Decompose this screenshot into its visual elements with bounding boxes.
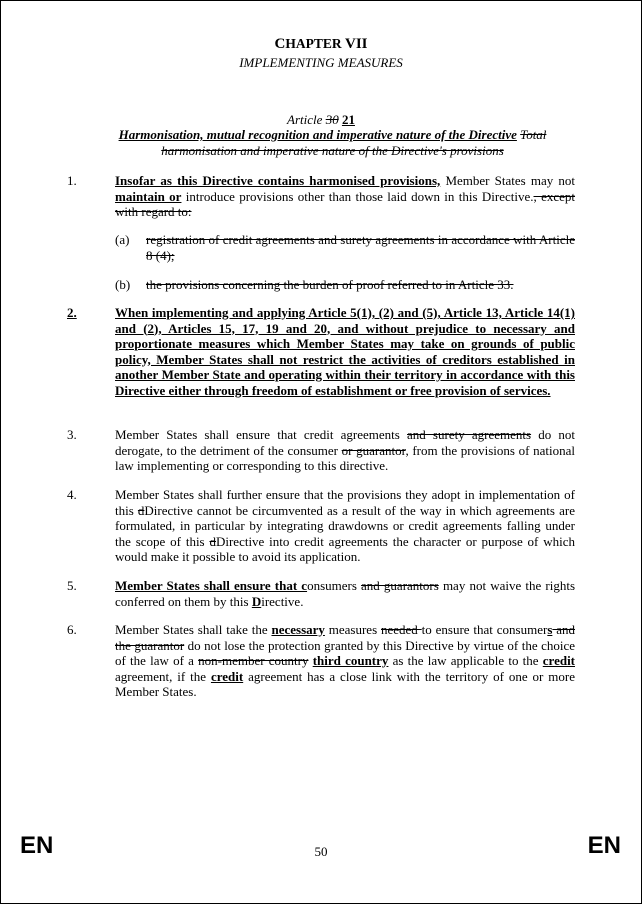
article-prefix: Article xyxy=(287,112,326,127)
p6-deleted-3: non-member country xyxy=(198,653,309,668)
p3-deleted-1: and surety agreements xyxy=(407,427,532,442)
chapter-number: VII xyxy=(344,36,368,52)
paragraph-6-number: 6. xyxy=(67,622,77,637)
p6-text-6: as the law applicable to the xyxy=(388,653,543,668)
p5-text-2: may not waive the rights conferred on them by this xyxy=(115,578,576,609)
p4-deleted-1: d xyxy=(137,502,145,518)
p4-text-3: Directive into credit agreements the character or purpose of which would make it possible to avoid its application. xyxy=(115,533,576,564)
paragraph-1 xyxy=(115,173,575,220)
article-title xyxy=(90,127,575,159)
p6-text-8: agreement has a close link with the territory of one or more Member States. xyxy=(115,668,575,699)
p6-text-3: to ensure that consumer xyxy=(421,622,548,637)
article-old-number: 30 xyxy=(325,112,339,127)
p1-text-1: Member States may not xyxy=(440,173,575,188)
paragraph-6 xyxy=(115,622,575,700)
p6-deleted-2: and the guarantor xyxy=(115,622,576,653)
p5-text-3: irective. xyxy=(261,593,304,609)
paragraph-5 xyxy=(115,578,575,609)
p3-text-2: do not derogate, to the detriment of the consumer xyxy=(115,427,575,458)
paragraph-4 xyxy=(115,487,575,565)
point-b-label: (b) xyxy=(115,277,131,292)
page-number: 50 xyxy=(314,844,328,859)
p3-text-3: , from the provisions of national law implementing or corresponding to this directive. xyxy=(115,442,575,473)
p6-text-2: measures xyxy=(324,622,381,637)
article-heading xyxy=(0,112,642,128)
p5-insert-1: Member States shall ensure that c xyxy=(115,578,308,593)
paragraph-2-number: 2. xyxy=(67,305,77,320)
p4-text-2: Directive cannot be circumvented as a result of the way in which agreements are formulated, in particular by integrating drawdowns or credit agreements falling under the scope of this xyxy=(115,502,575,549)
chapter-subtitle: IMPLEMENTING MEASURES xyxy=(239,55,403,70)
p4-deleted-2: d xyxy=(209,533,216,549)
point-a-label: (a) xyxy=(115,232,130,247)
paragraph-5-number: 5. xyxy=(67,578,77,593)
p1-deleted-1: , except with regard to: xyxy=(115,188,576,219)
p3-deleted-2: or guarantor xyxy=(341,442,406,458)
p6-insert-3: third country xyxy=(312,653,389,668)
p6-insert-1: necessary xyxy=(271,622,325,637)
article-title-old: Total harmonisation and imperative nature of the Directive's provisions xyxy=(161,127,547,158)
paragraph-2: When implementing and applying Article 5(1), (2) and (5), Article 13, Article 14(1) and (2), Articles 15, 17, 19 and 20, and without prejudice to necessary and proportionate measures which Member States may take on grounds of public policy, Member States shall not restrict the activities of creditors established in another Member State and operating within their territory in accordance with this Directive either through freedom of establishment or free provision of services. xyxy=(115,305,575,398)
point-a-text: registration of credit agreements and surety agreements in accordance with Article 8 (4); xyxy=(146,232,575,263)
language-code-left: EN xyxy=(20,832,54,859)
p6-text-4: do not lose the protection granted by this Directive by virtue of the choice of the law of a xyxy=(115,637,575,668)
paragraph-3 xyxy=(115,427,575,474)
p3-text-1: Member States shall ensure that credit agreements xyxy=(115,427,407,442)
p6-text-1: Member States shall take the xyxy=(115,622,272,637)
p4-text-1: Member States shall further ensure that the provisions they adopt in implementation of this xyxy=(115,487,575,518)
chapter-label-initial: C xyxy=(274,36,286,52)
p6-insert-4: credit xyxy=(542,653,576,668)
p5-text-1: onsumers xyxy=(307,578,362,593)
p5-insert-2: D xyxy=(251,593,262,609)
p1-insert-2: maintain or xyxy=(115,188,182,204)
language-code-right: EN xyxy=(587,832,621,859)
paragraph-4-number: 4. xyxy=(67,487,77,502)
point-b-text: the provisions concerning the burden of proof referred to in Article 33. xyxy=(146,277,514,292)
p6-insert-5: credit xyxy=(210,668,244,684)
p6-deleted-1: needed xyxy=(381,622,422,637)
paragraph-3-number: 3. xyxy=(67,427,77,442)
p6-text-7: agreement, if the xyxy=(115,668,211,684)
chapter-heading xyxy=(0,36,642,53)
p1-insert-1: Insofar as this Directive contains harmonised provisions, xyxy=(115,173,441,188)
article-new-number: 21 xyxy=(341,112,355,127)
p5-deleted-1: and guarantors xyxy=(361,578,439,593)
p6-insert-2: s xyxy=(547,622,553,637)
chapter-label-rest: HAPTER xyxy=(285,36,342,51)
article-title-new: Harmonisation, mutual recognition and imperative nature of the Directive xyxy=(118,127,517,142)
paragraph-1-number: 1. xyxy=(67,173,77,188)
p1-text-2: introduce provisions other than those laid down in this Directive. xyxy=(181,188,534,204)
